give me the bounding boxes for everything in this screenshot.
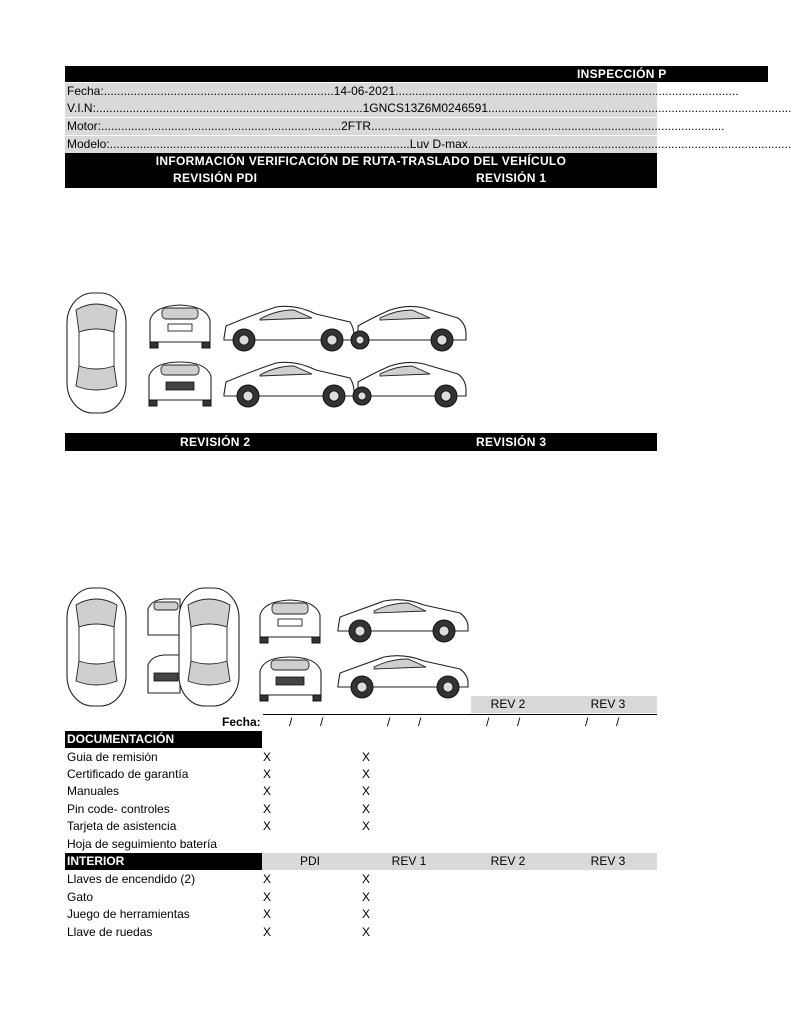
row-label: Guia de remisión — [67, 750, 158, 764]
car-side-view-right-2 — [353, 362, 466, 407]
check-rev1[interactable]: X — [362, 872, 371, 886]
car-side-view-right — [351, 306, 466, 351]
documentacion-title: DOCUMENTACIÓN — [67, 732, 175, 746]
check-pdi[interactable]: X — [263, 767, 272, 781]
revision-2-3-bar — [65, 433, 657, 451]
car-side-view-3 — [338, 600, 468, 642]
car-side-view-left-2 — [224, 362, 354, 407]
date-slash[interactable]: / — [289, 715, 293, 729]
date-row — [65, 713, 657, 730]
car-front-view — [149, 362, 211, 406]
table-row — [65, 818, 657, 835]
field-motor-value: 2FTR — [341, 119, 372, 133]
check-pdi[interactable]: X — [263, 819, 272, 833]
col-rev3-header: REV 3 — [590, 854, 626, 868]
rev-header-row — [471, 696, 657, 713]
route-info-title: INFORMACIÓN VERIFICACIÓN DE RUTA-TRASLADO DEL VEHÍCULO — [155, 154, 567, 168]
check-rev1[interactable]: X — [362, 767, 371, 781]
car-top-view-a — [67, 588, 126, 706]
row-label: Gato — [67, 890, 94, 904]
table-row — [65, 836, 657, 853]
date-slash[interactable]: / — [387, 715, 391, 729]
col-rev3-header: REV 3 — [590, 697, 626, 711]
field-fecha-value: 14-06-2021 — [333, 84, 396, 98]
check-pdi[interactable]: X — [263, 890, 272, 904]
row-label: Hoja de seguimiento batería — [67, 837, 218, 851]
date-row-label: Fecha: — [222, 715, 261, 729]
documentacion-header — [65, 731, 262, 748]
field-vin: V.I.N:................................................................................1GNCS13Z6M0246591........................................................................................... — [67, 101, 791, 115]
field-modelo: Modelo:..........................................................................................Luv D-max................................................................................................. — [67, 137, 791, 151]
car-front-view-2 — [260, 657, 321, 701]
check-rev1[interactable]: X — [362, 925, 371, 939]
col-rev2-header: REV 2 — [490, 697, 526, 711]
car-side-view-4 — [338, 656, 468, 698]
car-diagram-group-1 — [62, 290, 474, 416]
car-top-view-b — [179, 588, 239, 706]
field-fecha-label: Fecha: — [67, 84, 104, 98]
check-pdi[interactable]: X — [263, 784, 272, 798]
inspection-title-bar — [65, 66, 768, 82]
field-motor-label: Motor: — [67, 119, 102, 133]
table-row — [65, 889, 657, 906]
field-modelo-label: Modelo: — [67, 137, 110, 151]
check-rev1[interactable]: X — [362, 819, 371, 833]
row-label: Pin code- controles — [67, 802, 170, 816]
inspection-title: INSPECCIÓN P — [577, 67, 667, 81]
car-top-view — [67, 293, 126, 413]
field-modelo-value: Luv D-max — [409, 137, 468, 151]
check-rev1[interactable]: X — [362, 802, 371, 816]
col-pdi-header: PDI — [299, 854, 320, 868]
interior-header-row — [65, 853, 657, 870]
car-rear-view-small — [148, 599, 180, 693]
check-rev1[interactable]: X — [362, 784, 371, 798]
table-row — [65, 801, 657, 818]
interior-title: INTERIOR — [67, 854, 125, 868]
check-rev1[interactable]: X — [362, 750, 371, 764]
table-row — [65, 783, 657, 800]
check-pdi[interactable]: X — [263, 750, 272, 764]
interior-title-cell — [65, 853, 262, 870]
row-label: Tarjeta de asistencia — [67, 819, 177, 833]
check-pdi[interactable]: X — [263, 907, 272, 921]
table-row — [65, 906, 657, 923]
date-slash[interactable]: / — [486, 715, 490, 729]
check-rev1[interactable]: X — [362, 907, 371, 921]
revision-2-label: REVISIÓN 2 — [180, 435, 251, 449]
field-fecha: Fecha:.....................................................................14-06-2021....................................................................................................... — [67, 84, 739, 98]
field-motor: Motor:........................................................................2FTR.......................................................................................................... — [67, 119, 725, 133]
table-row — [65, 924, 657, 941]
check-pdi[interactable]: X — [263, 872, 272, 886]
table-row — [65, 871, 657, 888]
table-row — [65, 766, 657, 783]
car-rear-view-2 — [260, 600, 320, 643]
col-rev1-header: REV 1 — [391, 854, 427, 868]
date-slash[interactable]: / — [320, 715, 324, 729]
revision-3-label: REVISIÓN 3 — [476, 435, 547, 449]
table-row — [65, 749, 657, 766]
date-slash[interactable]: / — [517, 715, 521, 729]
revision-pdi-label: REVISIÓN PDI — [173, 171, 258, 185]
check-pdi[interactable]: X — [263, 802, 272, 816]
check-pdi[interactable]: X — [263, 925, 272, 939]
date-slash[interactable]: / — [585, 715, 589, 729]
date-slash[interactable]: / — [616, 715, 620, 729]
route-info-block — [65, 153, 657, 188]
row-label: Manuales — [67, 784, 120, 798]
row-label: Certificado de garantía — [67, 767, 189, 781]
check-rev1[interactable]: X — [362, 890, 371, 904]
field-vin-label: V.I.N: — [67, 101, 96, 115]
col-rev2-header: REV 2 — [490, 854, 526, 868]
car-rear-view — [150, 305, 210, 348]
revision-1-label: REVISIÓN 1 — [476, 171, 547, 185]
car-side-view-left — [224, 306, 354, 351]
row-label: Juego de herramientas — [67, 907, 190, 921]
row-label: Llaves de encendido (2) — [67, 872, 196, 886]
row-label: Llave de ruedas — [67, 925, 153, 939]
date-slash[interactable]: / — [418, 715, 422, 729]
car-diagram-group-2 — [62, 585, 474, 711]
field-vin-value: 1GNCS13Z6M0246591 — [362, 101, 489, 115]
